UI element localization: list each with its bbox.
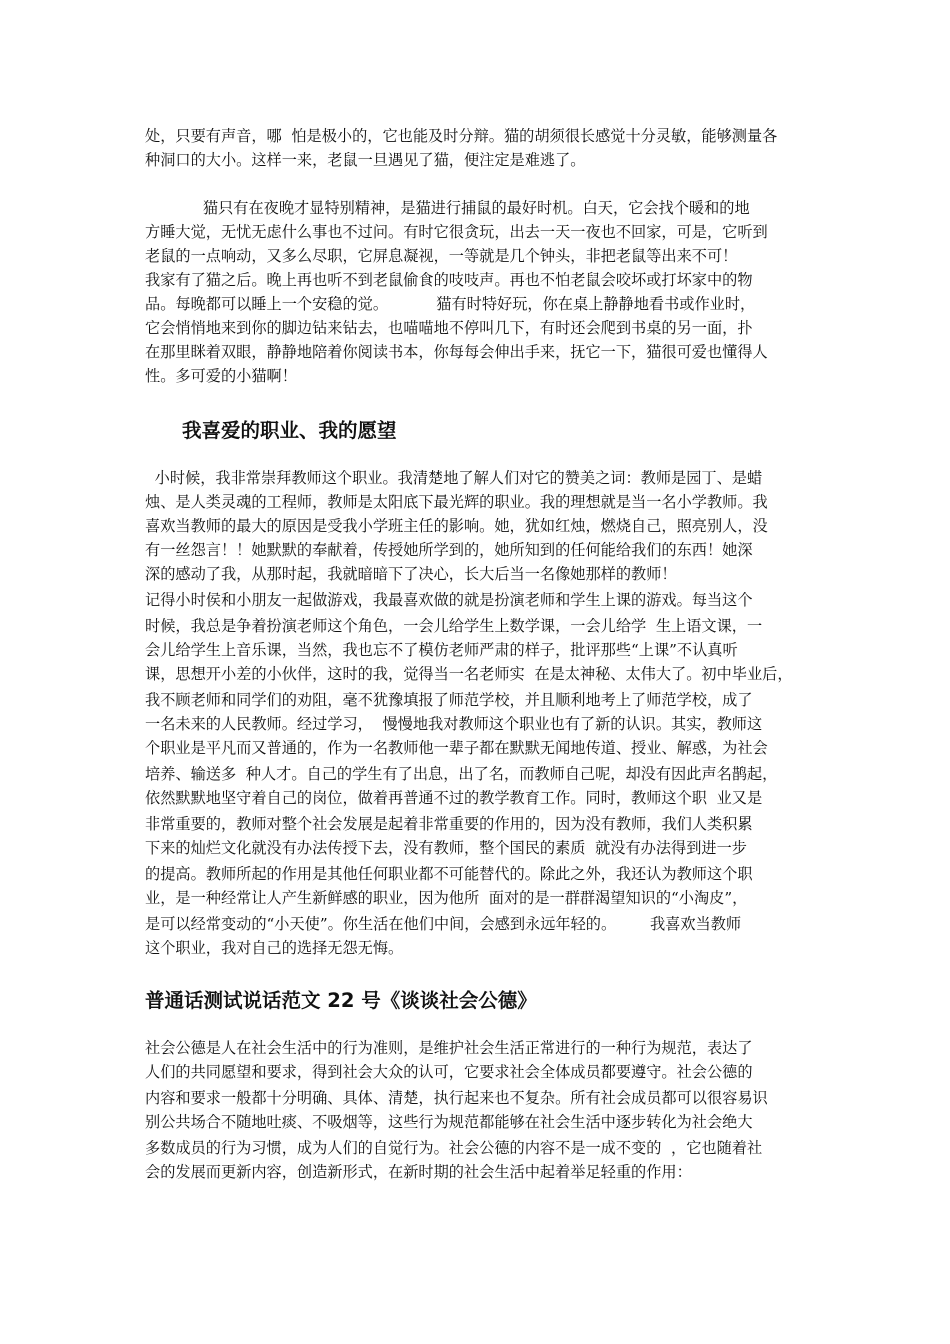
- paragraph-line: 喜欢当教师的最大的原因是受我小学班主任的影响。她，犹如红烛，燃烧自己，照亮别人，没: [145, 517, 768, 535]
- paragraph-line: 性。多可爱的小猫啊！: [145, 367, 297, 385]
- paragraph-line: 人们的共同愿望和要求，得到社会大众的认可，它要求社会全体成员都要遵守。社会公德的: [145, 1063, 753, 1081]
- paragraph-line: 这个职业，我对自己的选择无怨无悔。: [145, 939, 404, 957]
- paragraph-line: 记得小时侯和小朋友一起做游戏，我最喜欢做的就是扮演老师和学生上课的游戏。每当这个: [145, 591, 753, 609]
- paragraph-line: 业，是一种经常让人产生新鲜感的职业，因为他所 面对的是一群群渴望知识的“小淘皮”，: [145, 889, 748, 907]
- paragraph-line: 它会悄悄地来到你的脚边钻来钻去，也喵喵地不停叫几下，有时还会爬到书桌的另一面，扑: [145, 319, 753, 337]
- paragraph-line: 多数成员的行为习惯，成为人们的自觉行为。社会公德的内容不是一成不变的 ，它也随着社: [145, 1139, 763, 1157]
- paragraph-line: 老鼠的一点响动，又多么尽职，它屏息凝视，一等就是几个钟头，非把老鼠等出来不可！: [145, 247, 738, 265]
- paragraph-line: 时候，我总是争着扮演老师这个角色，一会儿给学生上数学课，一会儿给学 生上语文课，一: [145, 617, 763, 635]
- section-heading: 普通话测试说话范文 22 号《谈谈社会公德》: [145, 989, 537, 1012]
- paragraph-line: 别公共场合不随地吐痰、不吸烟等，这些行为规范都能够在社会生活中逐步转化为社会绝大: [145, 1113, 753, 1131]
- paragraph-line: 培养、输送多 种人才。自己的学生有了出息，出了名，而教师自己呢，却没有因此声名鹊起，: [145, 765, 778, 783]
- paragraph-line: 下来的灿烂文化就没有办法传授下去，没有教师，整个国民的素质 就没有办法得到进一步: [145, 839, 747, 857]
- paragraph-line: 品。每晚都可以睡上一个安稳的觉。 猫有时特好玩，你在桌上静静地看书或作业时，: [145, 295, 756, 313]
- paragraph-line: 猫只有在夜晚才显特别精神，是猫进行捕鼠的最好时机。白天，它会找个暖和的地: [145, 199, 750, 217]
- paragraph-line: 深的感动了我，从那时起，我就暗暗下了决心，长大后当一名像她那样的教师！: [145, 565, 677, 583]
- paragraph-line: 处，只要有声音，哪 怕是极小的，它也能及时分辩。猫的胡须很长感觉十分灵敏，能够测量各: [145, 127, 778, 145]
- paragraph-line: 种洞口的大小。这样一来，老鼠一旦遇见了猫，便注定是难逃了。: [145, 151, 586, 169]
- paragraph-line: 是可以经常变动的“小天使”。你生活在他们中间，会感到永远年轻的。 我喜欢当教师: [145, 915, 742, 933]
- paragraph-line: 小时候，我非常崇拜教师这个职业。我清楚地了解人们对它的赞美之词：教师是园丁、是蜡: [145, 469, 763, 487]
- paragraph-line: 烛、是人类灵魂的工程师，教师是太阳底下最光辉的职业。我的理想就是当一名小学教师。我: [145, 493, 768, 511]
- paragraph-line: 依然默默地坚守着自己的岗位，做着再普通不过的教学教育工作。同时，教师这个职 业又是: [145, 789, 763, 807]
- paragraph-line: 社会公德是人在社会生活中的行为准则，是维护社会生活正常进行的一种行为规范，表达了: [145, 1039, 753, 1057]
- paragraph-line: 非常重要的，教师对整个社会发展是起着非常重要的作用的，因为没有教师，我们人类积累: [145, 815, 753, 833]
- paragraph-line: 一名未来的人民教师。经过学习， 慢慢地我对教师这个职业也有了新的认识。其实，教师这: [145, 715, 763, 733]
- paragraph-line: 我家有了猫之后。晚上再也听不到老鼠偷食的吱吱声。再也不怕老鼠会咬坏或打坏家中的物: [145, 271, 753, 289]
- section-heading: 我喜爱的职业、我的愿望: [182, 419, 397, 442]
- paragraph-line: 方睡大觉，无忧无虑什么事也不过问。有时它很贪玩，出去一天一夜也不回家，可是，它听到: [145, 223, 768, 241]
- paragraph-line: 有一丝怨言！！她默默的奉献着，传授她所学到的，她所知到的任何能给我们的东西！她深: [145, 541, 753, 559]
- paragraph-line: 会的发展而更新内容，创造新形式，在新时期的社会生活中起着举足轻重的作用：: [145, 1163, 692, 1181]
- paragraph-line: 在那里眯着双眼，静静地陪着你阅读书本，你每每会伸出手来，抚它一下，猫很可爱也懂得人: [145, 343, 768, 361]
- paragraph-line: 课，思想开小差的小伙伴，这时的我，觉得当一名老师实 在是太神秘、太伟大了。初中毕业后，: [145, 665, 793, 683]
- paragraph-line: 会儿给学生上音乐课，当然，我也忘不了模仿老师严肃的样子，批评那些“上课”不认真听: [145, 641, 738, 659]
- paragraph-line: 个职业是平凡而又普通的，作为一名教师他一辈子都在默默无闻地传道、授业、解惑，为社会: [145, 739, 768, 757]
- paragraph-line: 我不顾老师和同学们的劝阻，毫不犹豫填报了师范学校，并且顺利地考上了师范学校，成了: [145, 691, 753, 709]
- paragraph-line: 的提高。教师所起的作用是其他任何职业都不可能替代的。除此之外，我还认为教师这个职: [145, 865, 753, 883]
- paragraph-line: 内容和要求一般都十分明确、具体、清楚，执行起来也不复杂。所有社会成员都可以很容易识: [145, 1089, 768, 1107]
